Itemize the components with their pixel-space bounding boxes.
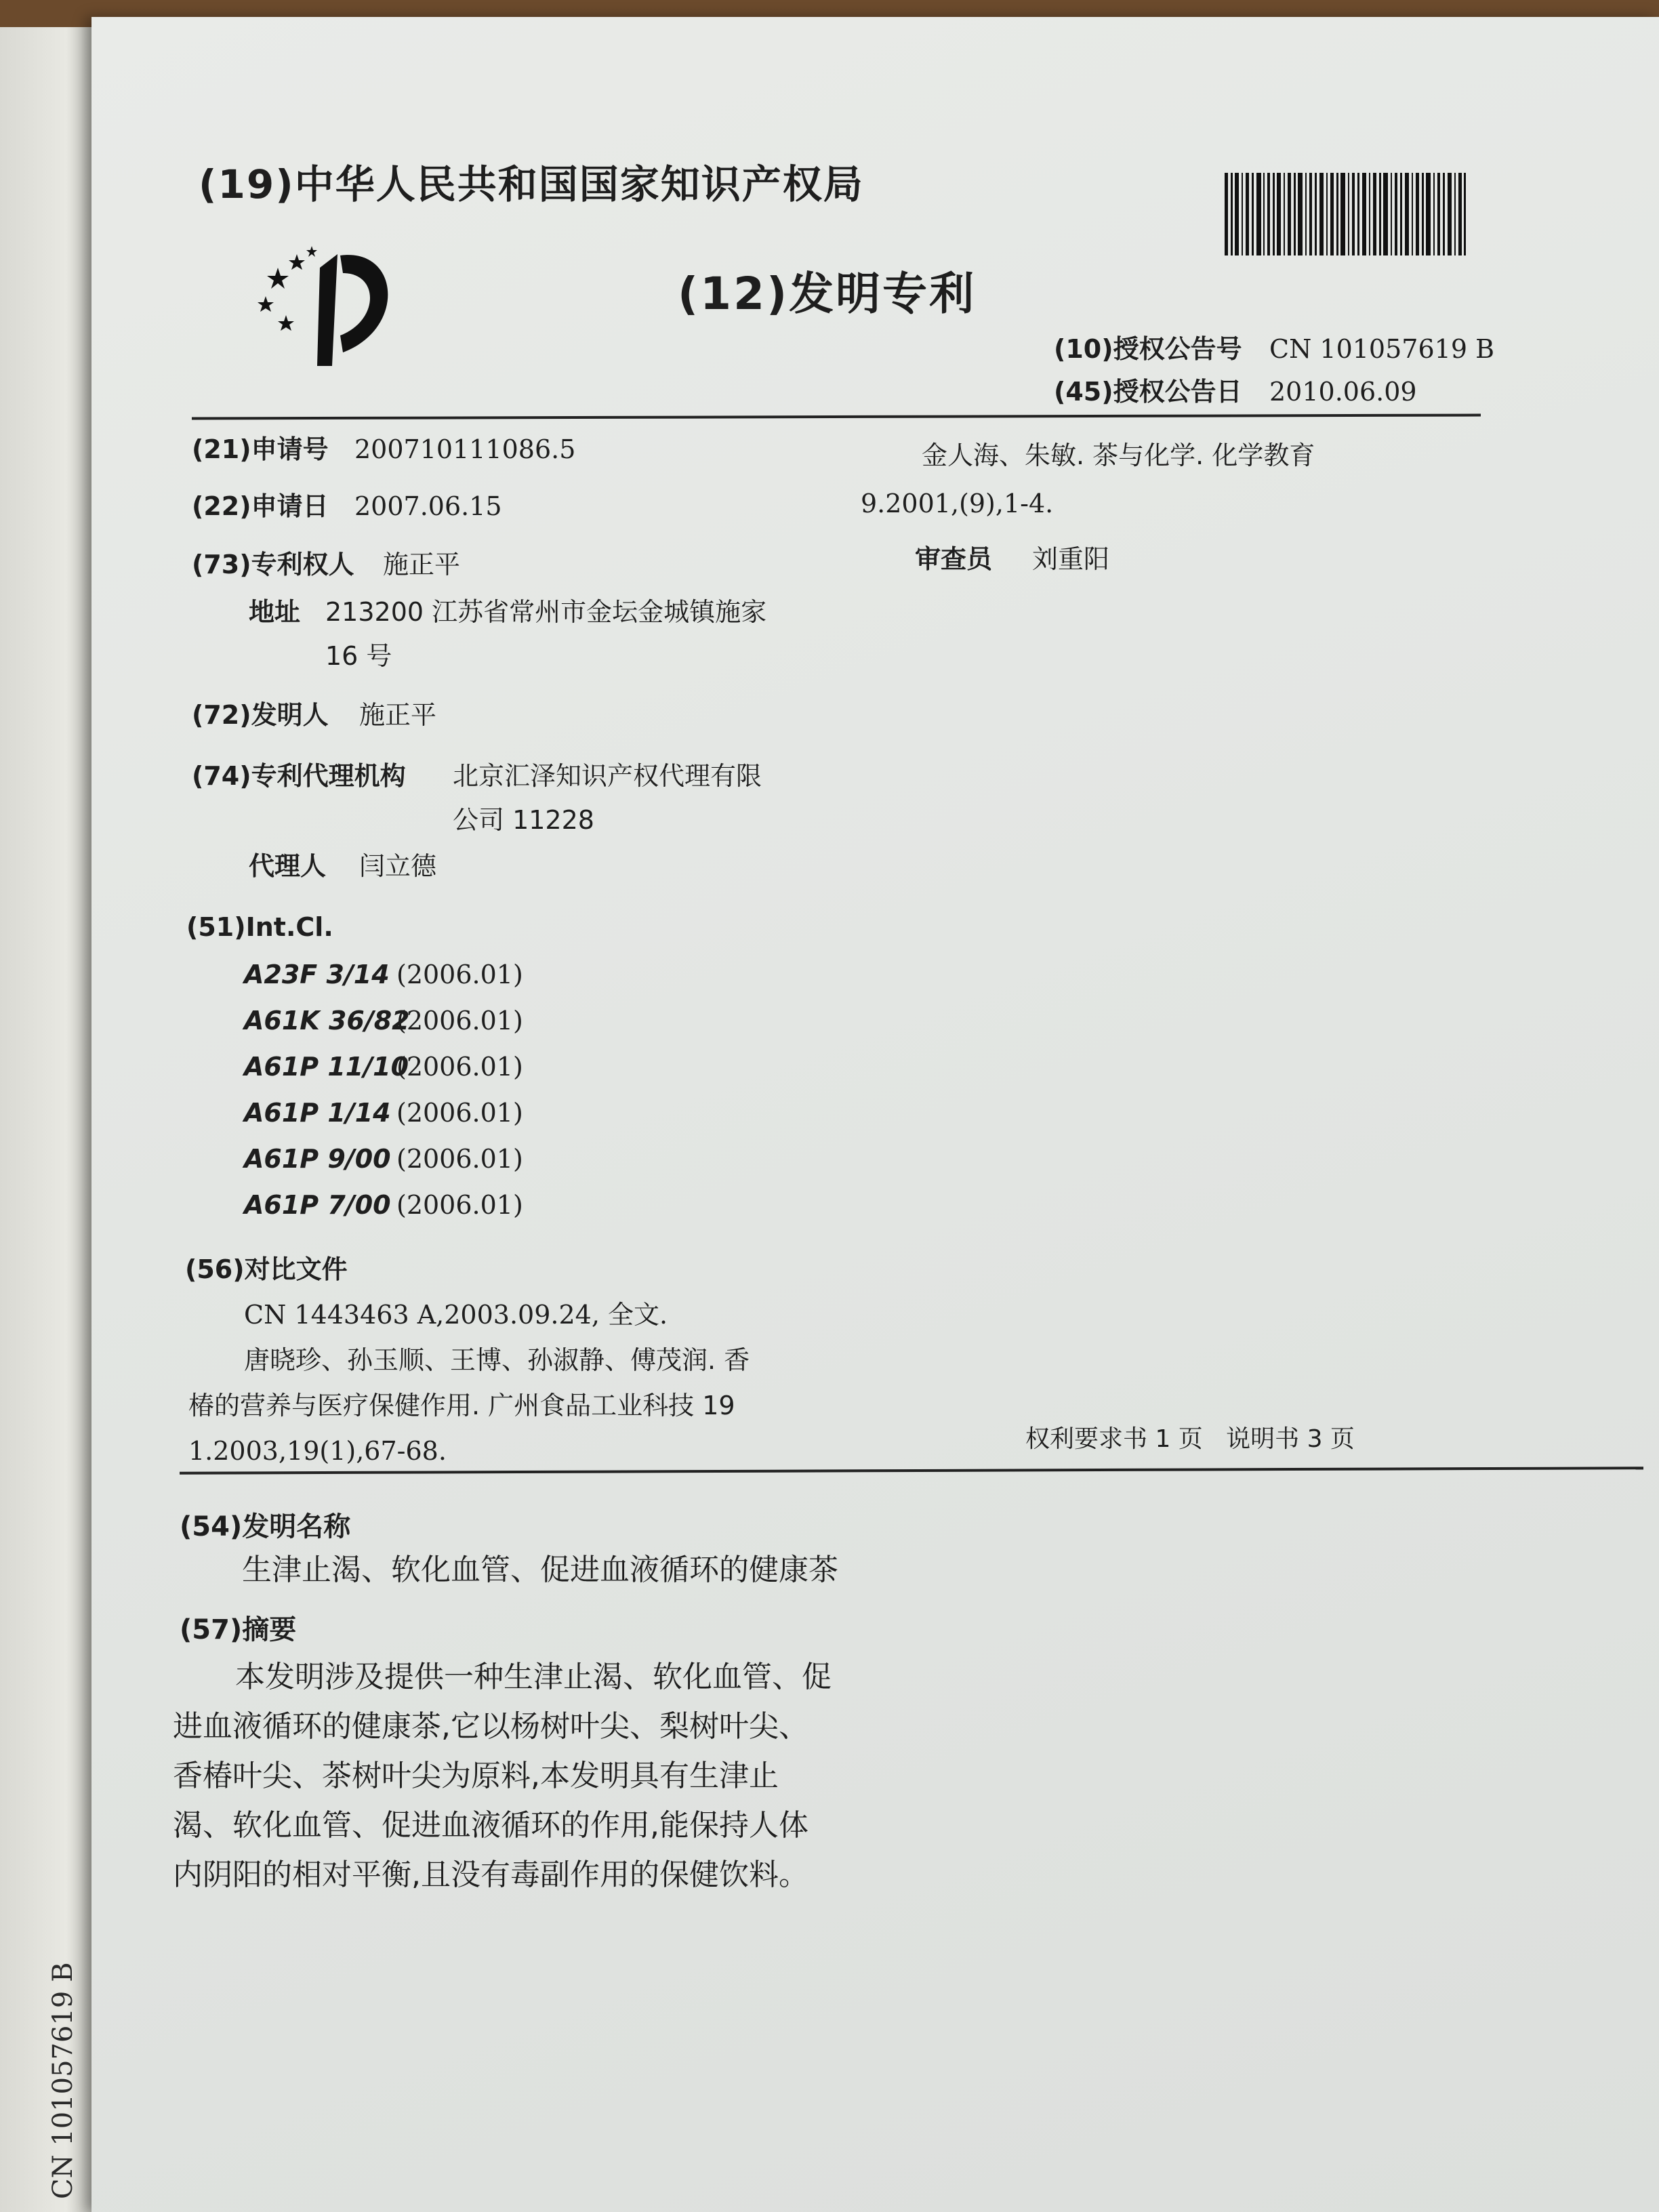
patentee-label: (73)专利权人 [192,550,354,579]
agency-line1: 北京汇泽知识产权代理有限 [453,761,762,791]
address-line2: 16 号 [325,641,392,671]
inventor-value: 施正平 [359,700,437,730]
app-no-label: (21)申请号 [192,434,329,464]
abstract-line: 内阴阳的相对平衡,且没有毒副作用的保健饮料。 [173,1858,808,1892]
ipc-label: (51)Int.Cl. [186,912,333,942]
pub-no-value: CN 101057619 B [1269,334,1494,364]
ref-line: 椿的营养与医疗保健作用. 广州食品工业科技 19 [188,1391,735,1420]
ipc-row [244,958,523,991]
ref-continued-line: 9.2001,(9),1-4. [861,489,1054,518]
office-name: (19)中华人民共和国国家知识产权局 [199,161,864,207]
ref-continued-line: 金人海、朱敏. 茶与化学. 化学教育 [922,441,1315,470]
ipc-row [244,1142,523,1176]
title-label: (54)发明名称 [180,1511,351,1542]
ipc-version: (2006.01) [396,960,523,989]
abstract-line: 香椿叶尖、茶树叶尖为原料,本发明具有生津止 [173,1759,779,1793]
ipc-row [244,1096,523,1130]
ipc-row [244,1050,523,1084]
pub-no-label: (10)授权公告号 [1054,334,1242,364]
abstract-line: 渴、软化血管、促进血液循环的作用,能保持人体 [173,1808,808,1843]
filing-date-value: 2007.06.15 [354,491,502,521]
ipc-version: (2006.01) [396,1144,523,1174]
address-label: 地址 [249,597,301,627]
patent-page [91,17,1659,2212]
ipc-code: A61P 7/00 [244,1190,391,1220]
ipc-version: (2006.01) [396,1098,523,1128]
ipc-code: A61P 1/14 [244,1098,391,1128]
agent-label: 代理人 [249,851,327,881]
ipc-code: A61P 11/10 [244,1052,409,1082]
ipc-code: A23F 3/14 [244,960,390,989]
examiner-label: 审查员 [915,544,993,574]
pub-date-value: 2010.06.09 [1269,377,1417,407]
app-no-value: 200710111086.5 [354,434,576,464]
adjacent-page [0,27,95,2212]
header-rule [192,414,1481,420]
examiner-value: 刘重阳 [1032,544,1110,574]
ipc-row [244,1004,523,1038]
page-counts: 权利要求书 1 页 说明书 3 页 [1025,1425,1355,1453]
invention-title: 生津止渴、软化血管、促进血液循环的健康茶 [242,1553,838,1587]
ref-line: CN 1443463 A,2003.09.24, 全文. [244,1300,668,1330]
abstract-line: 本发明涉及提供一种生津止渴、软化血管、促 [235,1660,832,1694]
cnipa-logo-icon [258,241,407,369]
agency-label: (74)专利代理机构 [192,761,406,791]
pub-date-label: (45)授权公告日 [1054,377,1242,407]
ref-line: 1.2003,19(1),67-68. [188,1436,447,1466]
refs-label: (56)对比文件 [185,1254,348,1284]
abstract-line: 进血液循环的健康茶,它以杨树叶尖、梨树叶尖、 [173,1709,808,1744]
barcode [1225,173,1466,255]
ipc-code: A61K 36/82 [244,1006,410,1036]
abstract-label: (57)摘要 [180,1614,297,1645]
ipc-code: A61P 9/00 [244,1144,391,1174]
patentee-value: 施正平 [383,550,461,579]
ipc-version: (2006.01) [396,1052,523,1082]
address-line1: 213200 江苏省常州市金坛金城镇施家 [325,597,767,627]
inventor-label: (72)发明人 [192,700,329,730]
agency-line2: 公司 11228 [453,805,594,835]
ipc-version: (2006.01) [396,1190,523,1220]
spine-publication-number: CN 101057619 B [47,1962,79,2199]
agent-value: 闫立德 [359,851,437,881]
ipc-version: (2006.01) [396,1006,523,1036]
ipc-row [244,1188,523,1222]
filing-date-label: (22)申请日 [192,491,329,521]
ref-line: 唐晓珍、孙玉顺、王博、孙淑静、傅茂润. 香 [244,1345,750,1375]
document-type: (12)发明专利 [678,268,977,320]
